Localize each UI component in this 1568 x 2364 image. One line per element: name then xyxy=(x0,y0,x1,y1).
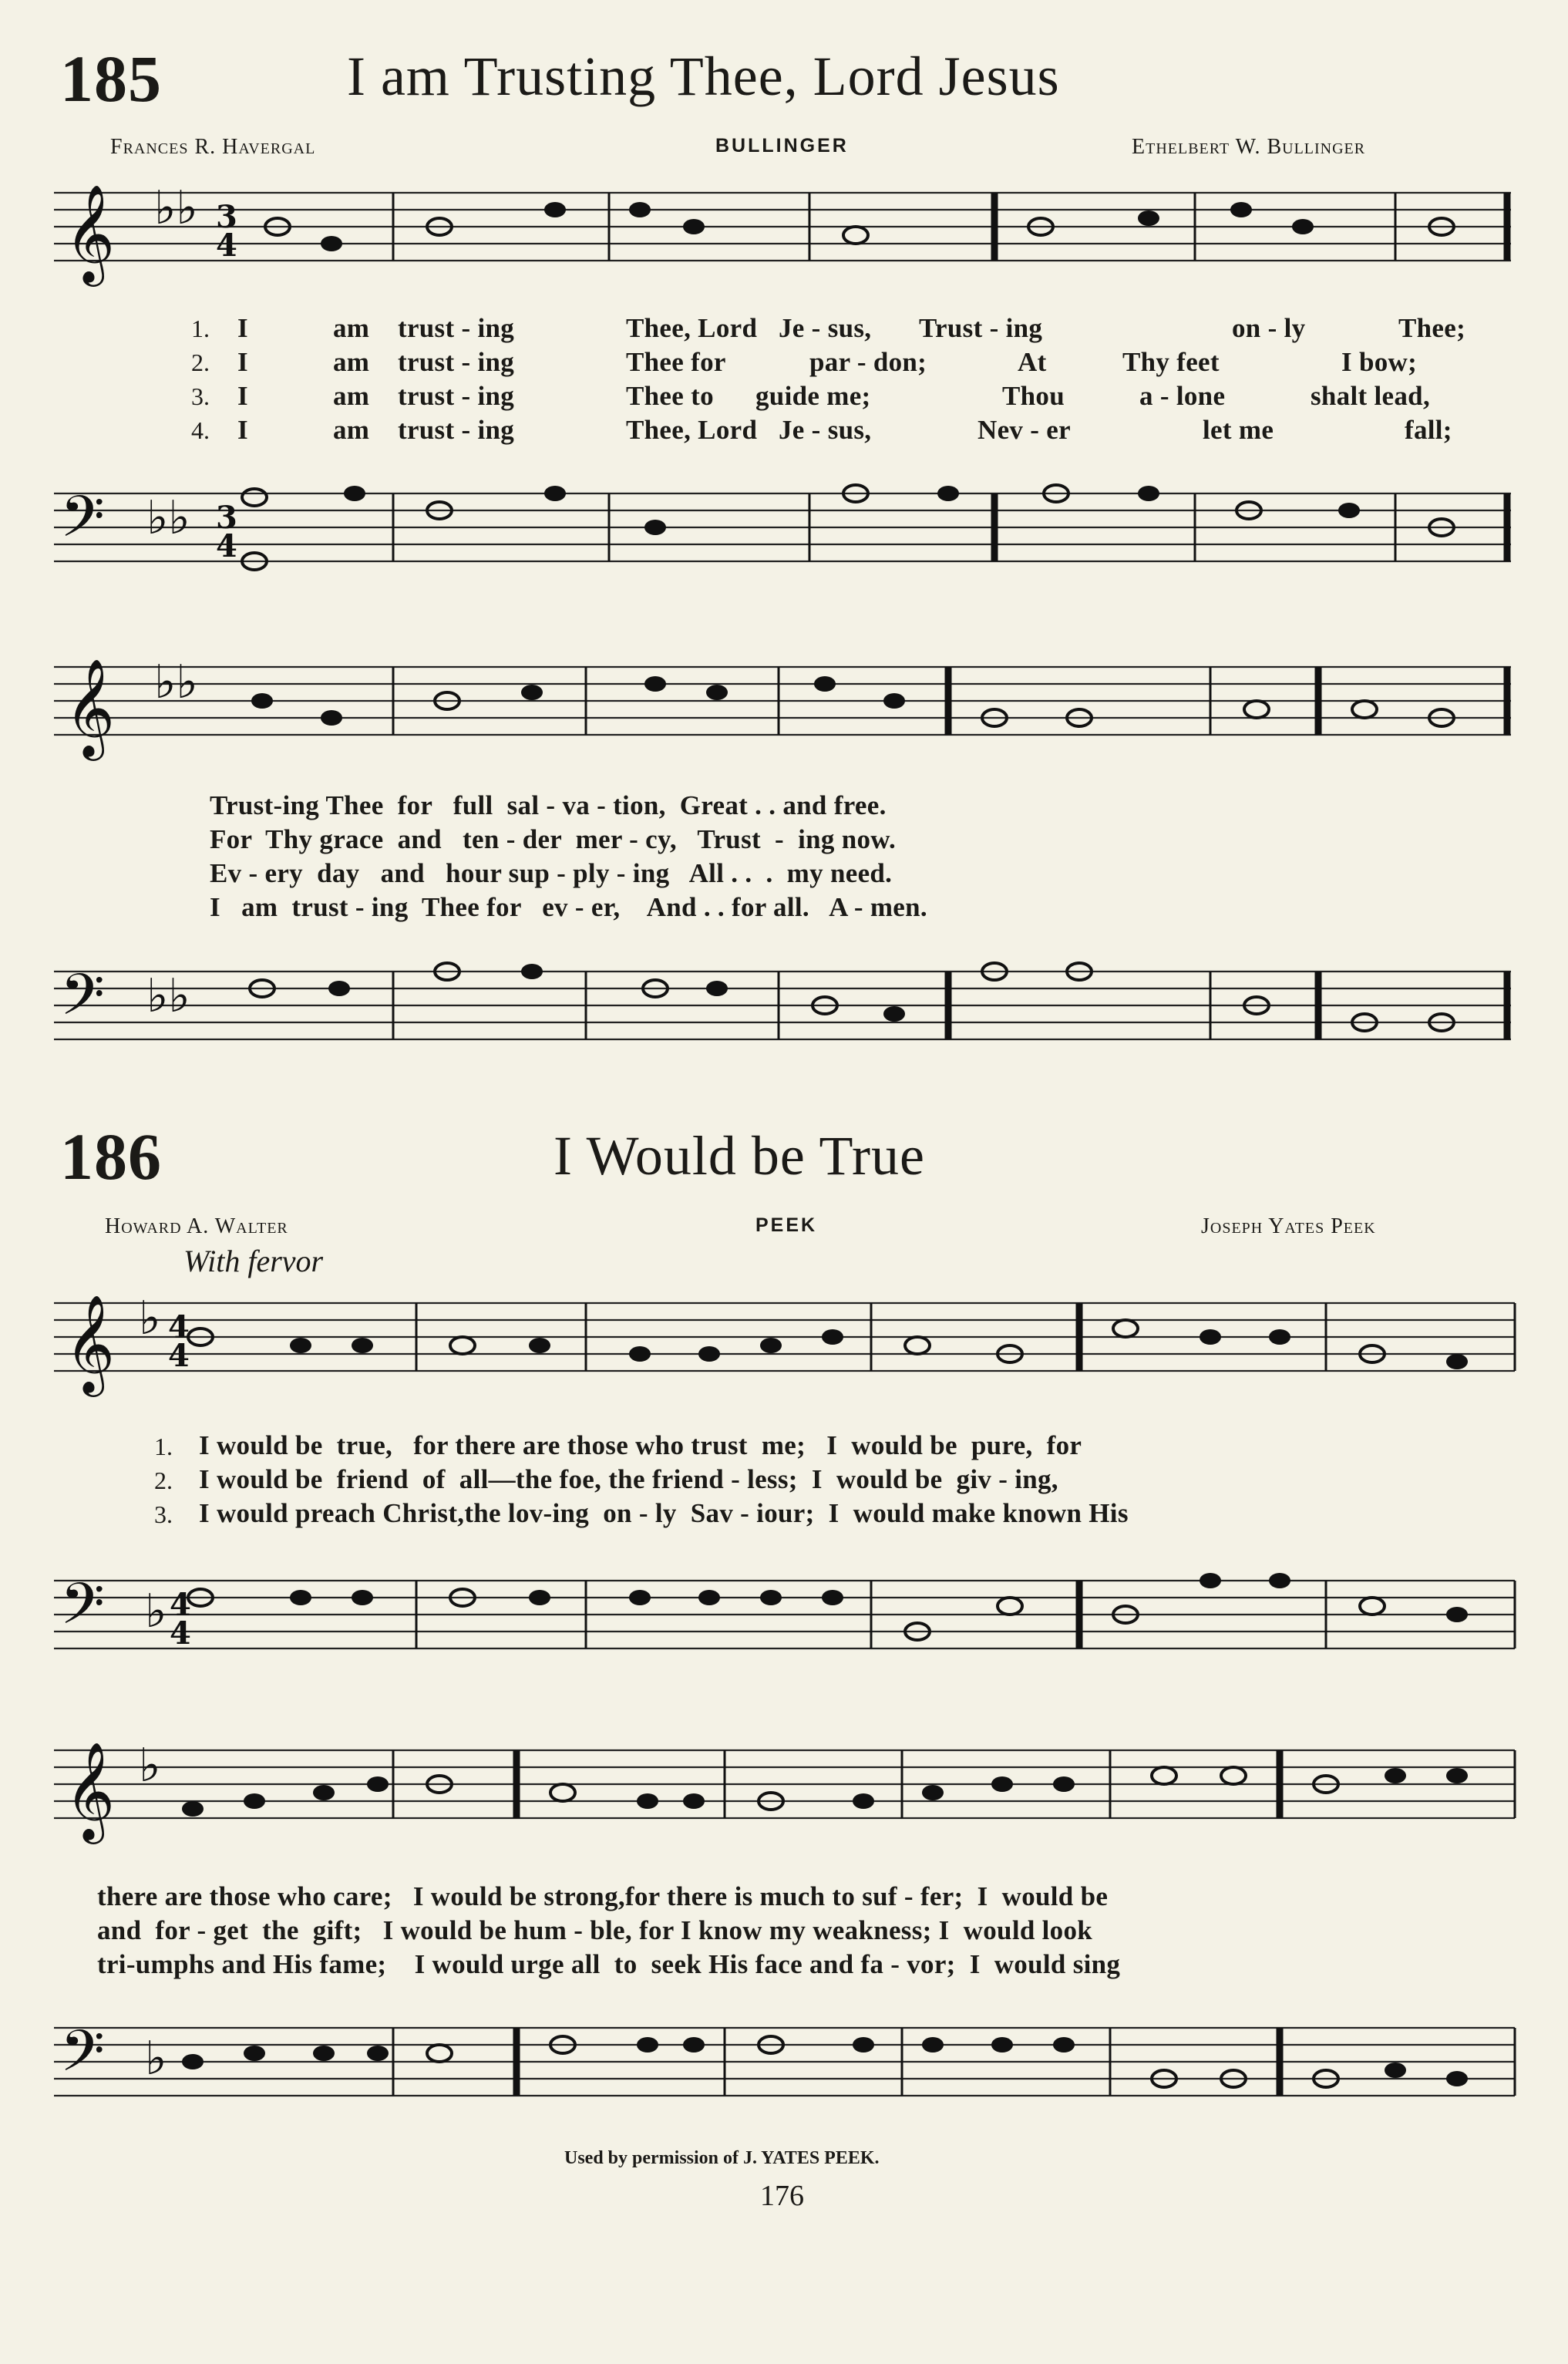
svg-text:4: 4 xyxy=(170,1587,191,1623)
author-credit: Howard A. Walter xyxy=(105,1214,288,1238)
tempo-marking: With fervor xyxy=(183,1244,324,1278)
treble-staff xyxy=(54,181,1519,293)
svg-text:4: 4 xyxy=(170,1615,191,1652)
svg-text:4: 4 xyxy=(216,528,237,564)
verse-number: 3. xyxy=(191,382,210,410)
svg-text:♭: ♭ xyxy=(145,1584,167,1638)
verse-number: 1. xyxy=(191,315,210,342)
svg-text:♭♭: ♭♭ xyxy=(146,491,190,545)
verse-line: I would be true, for there are those who trust me; I would be pure, for xyxy=(199,1430,1082,1460)
svg-text:♭: ♭ xyxy=(139,1739,161,1793)
hymn-title: I Would be True xyxy=(554,1125,925,1187)
verse-number: 1. xyxy=(154,1433,173,1460)
verse-line: I would be friend of all—the foe, the friend - less; I would be giv - ing, xyxy=(199,1464,1058,1494)
svg-text:4: 4 xyxy=(168,1309,190,1345)
bass-staff xyxy=(54,483,1519,594)
verse-line: tri-umphs and His fame; I would urge all to seek His face and fa - vor; I would sing xyxy=(97,1949,1121,1979)
verse-line: I am trust - ing Thee, Lord Je - sus, Nev - er let me fall; xyxy=(237,415,1452,445)
verse-line: I am trust - ing Thee to guide me; Thou a - lone shalt lead, xyxy=(237,381,1430,411)
tune-name: PEEK xyxy=(755,1214,818,1236)
svg-text:𝄞: 𝄞 xyxy=(65,1741,116,1840)
hymn-title: I am Trusting Thee, Lord Jesus xyxy=(347,45,1060,107)
treble-staff xyxy=(54,1739,1519,1850)
hymn-number: 186 xyxy=(60,1120,162,1194)
verse-line: I would preach Christ,the lov-ing on - ly Sav - iour; I would make known His xyxy=(199,1498,1129,1528)
svg-text:♭♭: ♭♭ xyxy=(154,655,198,709)
verse-line: I am trust - ing Thee for ev - er, And . . for all. A - men. xyxy=(210,892,927,922)
svg-text:♭: ♭ xyxy=(145,2032,167,2086)
verse-number: 3. xyxy=(154,1500,173,1528)
svg-text:3: 3 xyxy=(216,500,237,536)
composer-credit: Joseph Yates Peek xyxy=(1201,1214,1376,1238)
treble-staff xyxy=(54,655,1519,767)
svg-text:𝄢: 𝄢 xyxy=(60,2018,105,2099)
composer-credit: Ethelbert W. Bullinger xyxy=(1132,135,1366,159)
verse-line: there are those who care; I would be strong,for there is much to suf - fer; I would be xyxy=(97,1881,1109,1911)
svg-text:𝄞: 𝄞 xyxy=(65,1294,116,1392)
svg-text:♭: ♭ xyxy=(139,1291,161,1345)
bass-staff xyxy=(54,961,1519,1072)
svg-text:4: 4 xyxy=(216,227,237,264)
verse-line: and for - get the gift; I would be hum - ble, for I know my weakness; I would look xyxy=(97,1915,1093,1945)
permission-note: Used by permission of J. YATES PEEK. xyxy=(564,2148,880,2168)
svg-text:3: 3 xyxy=(216,199,237,235)
svg-text:𝄢: 𝄢 xyxy=(60,1571,105,1652)
verse-number: 4. xyxy=(191,416,210,444)
svg-text:𝄢: 𝄢 xyxy=(60,483,105,564)
page-number: 176 xyxy=(760,2180,804,2212)
author-credit: Frances R. Havergal xyxy=(110,135,316,159)
verse-number: 2. xyxy=(154,1467,173,1494)
bass-staff xyxy=(54,2020,1519,2128)
svg-text:𝄢: 𝄢 xyxy=(60,961,105,1042)
svg-text:♭♭: ♭♭ xyxy=(146,969,190,1023)
verse-line: Ev - ery day and hour sup - ply - ing All . . . my need. xyxy=(210,858,893,888)
svg-text:♭♭: ♭♭ xyxy=(154,181,198,235)
bass-staff xyxy=(54,1573,1519,1681)
hymn-number: 185 xyxy=(60,42,162,116)
svg-text:4: 4 xyxy=(168,1338,190,1374)
svg-text:𝄞: 𝄞 xyxy=(65,184,116,282)
verse-number: 2. xyxy=(191,349,210,376)
verse-line: Trust-ing Thee for full sal - va - tion, Great . . and free. xyxy=(210,790,887,820)
verse-line: I am trust - ing Thee for par - don; At Thy feet I bow; xyxy=(237,347,1418,377)
verse-line: For Thy grace and ten - der mer - cy, Trust - ing now. xyxy=(210,824,897,854)
treble-staff xyxy=(54,1291,1519,1403)
verse-line: I am trust - ing Thee, Lord Je - sus, Trust - ing on - ly Thee; xyxy=(237,313,1466,343)
svg-text:𝄞: 𝄞 xyxy=(65,658,116,756)
tune-name: BULLINGER xyxy=(715,135,849,157)
